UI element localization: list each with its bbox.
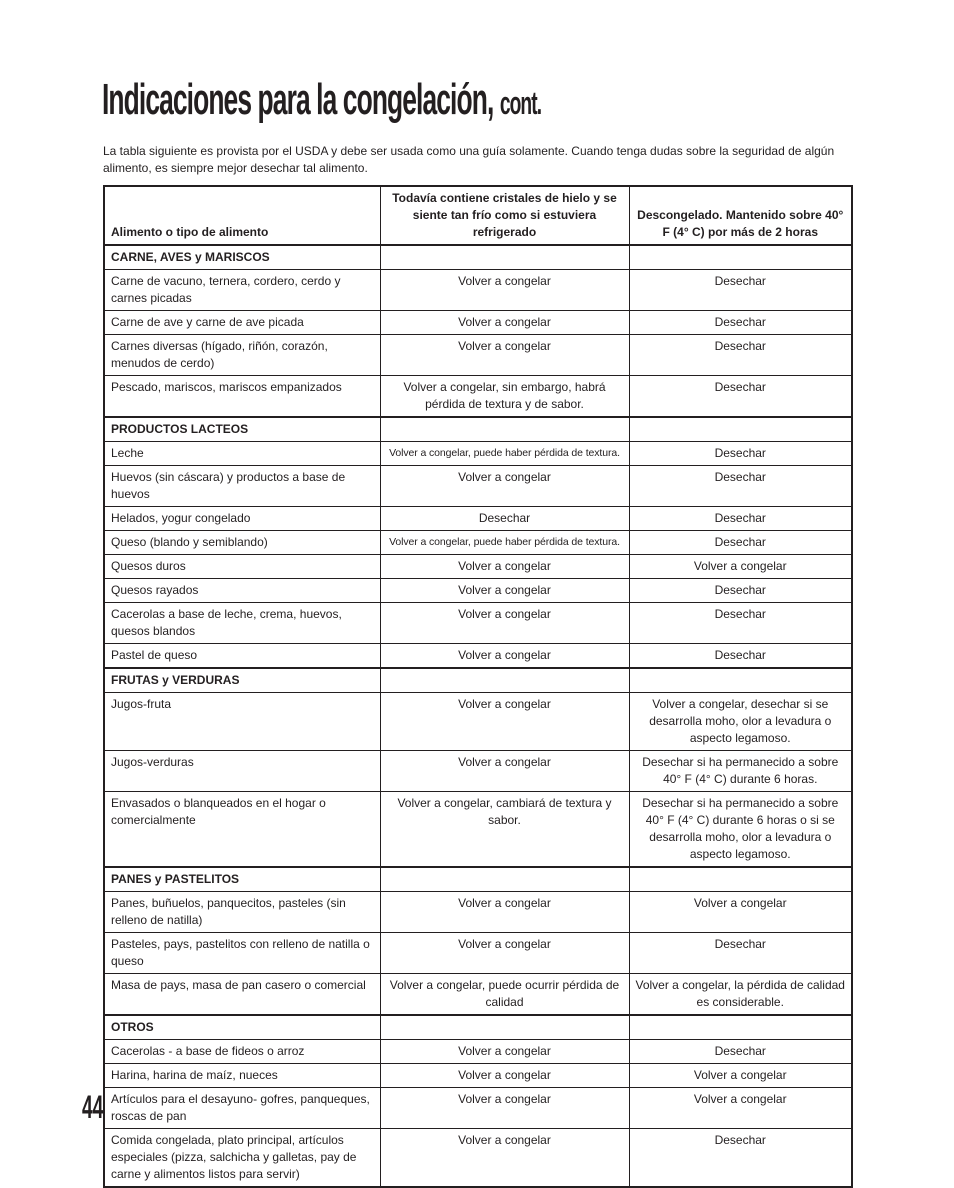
column-header-food: Alimento o tipo de alimento: [104, 186, 380, 245]
thawed-cell: Desechar: [629, 933, 852, 974]
section-row: [104, 417, 852, 442]
section-title: PANES y PASTELITOS: [104, 867, 380, 892]
section-empty-cell: [629, 417, 852, 442]
thawed-cell: Volver a congelar, la pérdida de calidad es considerable.: [629, 974, 852, 1016]
table-row: [104, 270, 852, 311]
thawed-cell: Desechar si ha permanecido a sobre 40° F (4° C) durante 6 horas o si se desarrolla moho, olor a levadura o aspecto legamoso.: [629, 792, 852, 868]
table-row: [104, 974, 852, 1016]
ice-crystals-cell: Volver a congelar: [380, 603, 629, 644]
food-cell: Carne de vacuno, ternera, cordero, cerdo y carnes picadas: [104, 270, 380, 311]
table-row: [104, 892, 852, 933]
ice-crystals-cell: Desechar: [380, 507, 629, 531]
section-title: FRUTAS y VERDURAS: [104, 668, 380, 693]
ice-crystals-cell: Volver a congelar: [380, 1040, 629, 1064]
food-cell: Envasados o blanqueados en el hogar o comercialmente: [104, 792, 380, 868]
page-title: [102, 72, 541, 131]
section-empty-cell: [629, 245, 852, 270]
section-row: [104, 668, 852, 693]
thawed-cell: Volver a congelar: [629, 555, 852, 579]
ice-crystals-cell: Volver a congelar: [380, 1129, 629, 1188]
ice-crystals-cell: Volver a congelar: [380, 933, 629, 974]
thawed-cell: Desechar: [629, 1040, 852, 1064]
table-row: [104, 335, 852, 376]
ice-crystals-cell: Volver a congelar: [380, 892, 629, 933]
section-empty-cell: [629, 1015, 852, 1040]
page-number: 44: [82, 1089, 104, 1125]
thawed-cell: Desechar: [629, 1129, 852, 1188]
food-cell: Artículos para el desayuno- gofres, panqueques, roscas de pan: [104, 1088, 380, 1129]
ice-crystals-cell: Volver a congelar, puede haber pérdida de textura.: [380, 442, 629, 466]
thawed-cell: Volver a congelar, desechar si se desarrolla moho, olor a levadura o aspecto legamoso.: [629, 693, 852, 751]
freezing-guide-table: [103, 185, 853, 1188]
table-row: [104, 693, 852, 751]
table-row: [104, 751, 852, 792]
ice-crystals-cell: Volver a congelar: [380, 644, 629, 669]
thawed-cell: Desechar: [629, 579, 852, 603]
food-cell: Cacerolas - a base de fideos o arroz: [104, 1040, 380, 1064]
ice-crystals-cell: Volver a congelar, sin embargo, habrá pérdida de textura y de sabor.: [380, 376, 629, 418]
table-header-row: [104, 186, 852, 245]
food-cell: Pasteles, pays, pastelitos con relleno de natilla o queso: [104, 933, 380, 974]
table-row: [104, 466, 852, 507]
section-empty-cell: [380, 245, 629, 270]
ice-crystals-cell: Volver a congelar, puede haber pérdida de textura.: [380, 531, 629, 555]
table-body: [104, 245, 852, 1187]
section-empty-cell: [629, 867, 852, 892]
section-title: PRODUCTOS LACTEOS: [104, 417, 380, 442]
thawed-cell: Volver a congelar: [629, 1088, 852, 1129]
ice-crystals-cell: Volver a congelar: [380, 751, 629, 792]
food-cell: Pescado, mariscos, mariscos empanizados: [104, 376, 380, 418]
thawed-cell: Desechar: [629, 335, 852, 376]
table-row: [104, 1088, 852, 1129]
thawed-cell: Desechar: [629, 507, 852, 531]
food-cell: Comida congelada, plato principal, artículos especiales (pizza, salchicha y galletas, pay de carne y alimentos listos para servir): [104, 1129, 380, 1188]
table-row: [104, 792, 852, 868]
thawed-cell: Desechar: [629, 531, 852, 555]
food-cell: Masa de pays, masa de pan casero o comercial: [104, 974, 380, 1016]
column-header-ice-crystals: Todavía contiene cristales de hielo y se siente tan frío como si estuviera refrigerado: [380, 186, 629, 245]
food-cell: Helados, yogur congelado: [104, 507, 380, 531]
food-cell: Jugos-fruta: [104, 693, 380, 751]
ice-crystals-cell: Volver a congelar: [380, 466, 629, 507]
table-row: [104, 311, 852, 335]
section-empty-cell: [380, 668, 629, 693]
ice-crystals-cell: Volver a congelar, cambiará de textura y sabor.: [380, 792, 629, 868]
food-cell: Harina, harina de maíz, nueces: [104, 1064, 380, 1088]
thawed-cell: Desechar: [629, 270, 852, 311]
food-cell: Cacerolas a base de leche, crema, huevos, quesos blandos: [104, 603, 380, 644]
food-cell: Quesos rayados: [104, 579, 380, 603]
section-empty-cell: [380, 1015, 629, 1040]
table-row: [104, 1040, 852, 1064]
column-header-thawed: Descongelado. Mantenido sobre 40° F (4° C) por más de 2 horas: [629, 186, 852, 245]
section-row: [104, 245, 852, 270]
food-cell: Panes, buñuelos, panquecitos, pasteles (sin relleno de natilla): [104, 892, 380, 933]
table-row: [104, 1064, 852, 1088]
thawed-cell: Desechar: [629, 644, 852, 669]
thawed-cell: Desechar: [629, 376, 852, 418]
intro-paragraph: La tabla siguiente es provista por el USDA y debe ser usada como una guía solamente. Cuando tenga dudas sobre la seguridad de algún alimento, es siempre mejor desechar tal alimento.: [103, 144, 835, 175]
table-row: [104, 507, 852, 531]
thawed-cell: Desechar: [629, 466, 852, 507]
table-row: [104, 555, 852, 579]
section-empty-cell: [380, 867, 629, 892]
food-cell: Queso (blando y semiblando): [104, 531, 380, 555]
ice-crystals-cell: Volver a congelar: [380, 579, 629, 603]
section-title: CARNE, AVES y MARISCOS: [104, 245, 380, 270]
table-row: [104, 531, 852, 555]
table-row: [104, 376, 852, 418]
thawed-cell: Desechar: [629, 603, 852, 644]
thawed-cell: Desechar: [629, 311, 852, 335]
food-cell: Quesos duros: [104, 555, 380, 579]
section-row: [104, 1015, 852, 1040]
thawed-cell: Desechar si ha permanecido a sobre 40° F (4° C) durante 6 horas.: [629, 751, 852, 792]
table-row: [104, 579, 852, 603]
ice-crystals-cell: Volver a congelar: [380, 311, 629, 335]
ice-crystals-cell: Volver a congelar: [380, 270, 629, 311]
ice-crystals-cell: Volver a congelar: [380, 1064, 629, 1088]
food-cell: Huevos (sin cáscara) y productos a base de huevos: [104, 466, 380, 507]
food-cell: Jugos-verduras: [104, 751, 380, 792]
thawed-cell: Volver a congelar: [629, 892, 852, 933]
ice-crystals-cell: Volver a congelar: [380, 1088, 629, 1129]
food-cell: Leche: [104, 442, 380, 466]
section-empty-cell: [629, 668, 852, 693]
section-row: [104, 867, 852, 892]
table-row: [104, 603, 852, 644]
ice-crystals-cell: Volver a congelar: [380, 335, 629, 376]
table-row: [104, 644, 852, 669]
title-suffix: cont.: [499, 85, 542, 121]
thawed-cell: Volver a congelar: [629, 1064, 852, 1088]
thawed-cell: Desechar: [629, 442, 852, 466]
section-empty-cell: [380, 417, 629, 442]
food-cell: Pastel de queso: [104, 644, 380, 669]
food-cell: Carne de ave y carne de ave picada: [104, 311, 380, 335]
table-row: [104, 442, 852, 466]
food-cell: Carnes diversas (hígado, riñón, corazón, menudos de cerdo): [104, 335, 380, 376]
ice-crystals-cell: Volver a congelar: [380, 555, 629, 579]
ice-crystals-cell: Volver a congelar: [380, 693, 629, 751]
table-row: [104, 1129, 852, 1188]
title-text: Indicaciones para la congelación,: [102, 75, 494, 124]
table-row: [104, 933, 852, 974]
ice-crystals-cell: Volver a congelar, puede ocurrir pérdida de calidad: [380, 974, 629, 1016]
section-title: OTROS: [104, 1015, 380, 1040]
